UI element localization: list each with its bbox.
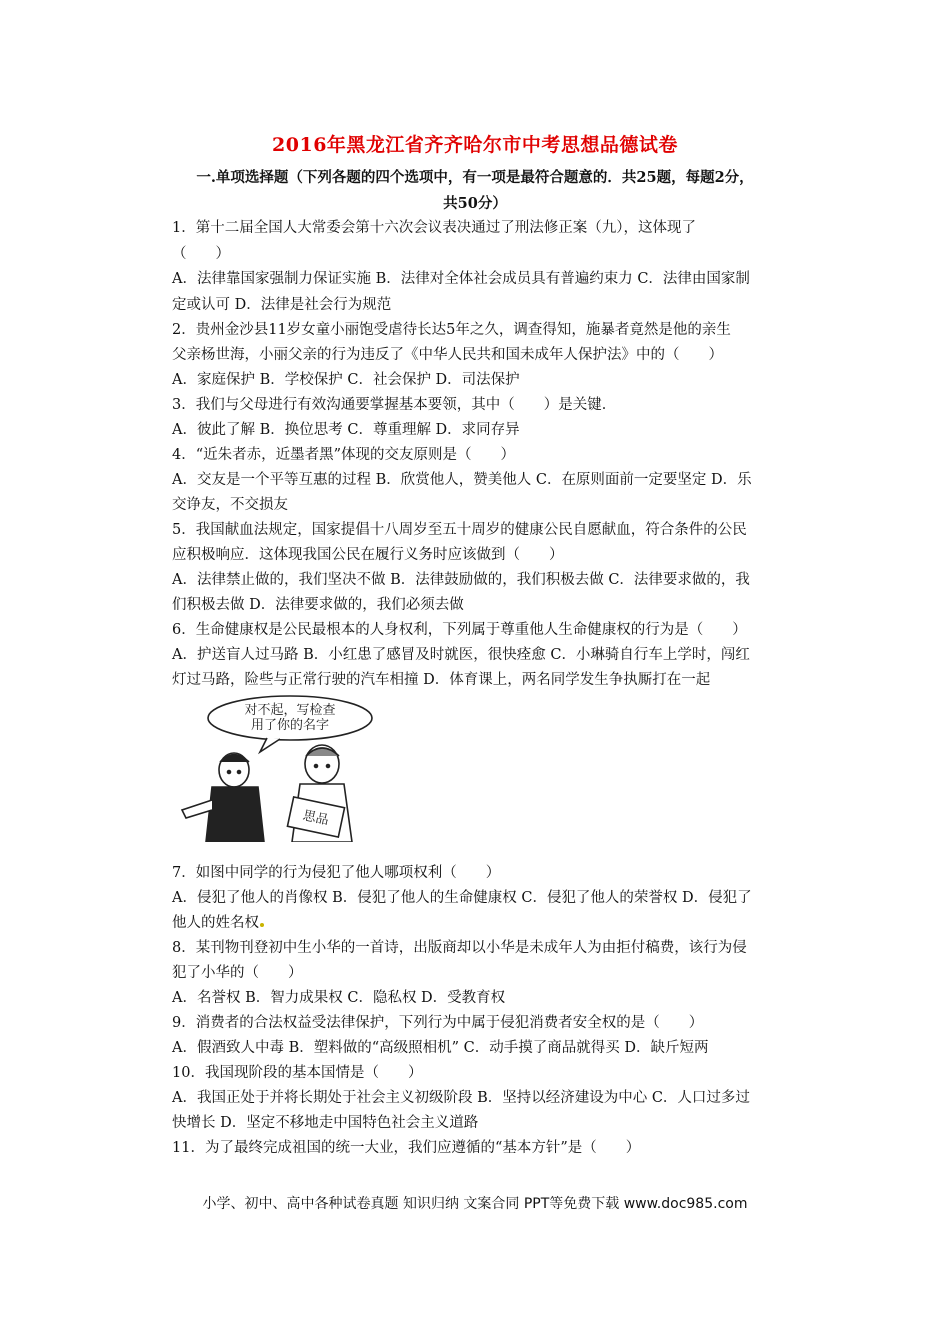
text-line-content: 他人的姓名权 — [172, 915, 259, 931]
book-label: 思品 — [301, 808, 330, 829]
footer-text: 小学、初中、高中各种试卷真题 知识归纳 文案合同 PPT等免费下载 www.doc985.com — [202, 1196, 748, 1212]
text-line: 快增长 D．坚定不移地走中国特色社会主义道路 — [172, 1115, 479, 1131]
text-line: 交诤友，不交损友 — [172, 497, 288, 513]
text-line: 9．消费者的合法权益受法律保护，下列行为中属于侵犯消费者安全权的是（ ） — [172, 1015, 704, 1031]
text-line: A．名誉权 B．智力成果权 C．隐私权 D．受教育权 — [172, 990, 506, 1006]
text-line: A．侵犯了他人的肖像权 B．侵犯了他人的生命健康权 C．侵犯了他人的荣誉权 D．侵犯了 — [172, 890, 752, 906]
text-line: A．我国正处于并将长期处于社会主义初级阶段 B．坚持以经济建设为中心 C．人口过多过 — [172, 1090, 750, 1106]
text-line: A．法律禁止做的，我们坚决不做 B．法律鼓励做的，我们积极去做 C．法律要求做的，我 — [172, 572, 750, 588]
text-line: 应积极响应．这体现我国公民在履行义务时应该做到（ ） — [172, 547, 564, 563]
text-line: 3．我们与父母进行有效沟通要掌握基本要领，其中（ ）是关键． — [172, 397, 617, 413]
text-line: A．交友是一个平等互惠的过程 B．欣赏他人，赞美他人 C．在原则面前一定要坚定 D．乐 — [172, 472, 752, 488]
text-line: 11．为了最终完成祖国的统一大业，我们应遵循的“基本方针”是（ ） — [172, 1140, 641, 1156]
section-heading-line-1: 一.单项选择题（下列各题的四个选项中，有一项是最符合题意的．共25题，每题2分， — [196, 169, 754, 186]
text-line: A．家庭保护 B．学校保护 C．社会保护 D．司法保护 — [172, 372, 520, 388]
text-line: 定或认可 D．法律是社会行为规范 — [172, 297, 392, 313]
section-heading-line-2: 共50分） — [443, 195, 507, 212]
page-title: 2016年黑龙江省齐齐哈尔市中考思想品德试卷 — [272, 134, 678, 156]
text-line: （ ） — [172, 246, 230, 262]
speech-text-line-2: 用了你的名字 — [250, 718, 330, 733]
text-line: 5．我国献血法规定，国家提倡十八周岁至五十周岁的健康公民自愿献血，符合条件的公民 — [172, 522, 747, 538]
text-line: 2．贵州金沙县11岁女童小丽饱受虐待长达5年之久，调查得知，施暴者竟然是他的亲生 — [172, 322, 731, 338]
text-line: 6．生命健康权是公民最根本的人身权利，下列属于尊重他人生命健康权的行为是（ ） — [172, 622, 747, 638]
right-figure — [287, 745, 352, 842]
yellow-dot-mark — [260, 923, 264, 927]
text-line: 犯了小华的（ ） — [172, 965, 303, 981]
text-line: 灯过马路，险些与正常行驶的汽车相撞 D．体育课上，两名同学发生争执厮打在一起 — [172, 672, 711, 688]
text-line: 8．某刊物刊登初中生小华的一首诗，出版商却以小华是未成年人为由拒付稿费，该行为侵 — [172, 940, 747, 956]
text-line: A．护送盲人过马路 B．小红患了感冒及时就医，很快痊愈 C．小琳骑自行车上学时，闯红 — [172, 647, 750, 663]
text-line: A．彼此了解 B．换位思考 C．尊重理解 D．求同存异 — [172, 422, 520, 438]
speech-bubble — [208, 696, 372, 752]
text-line: 父亲杨世海，小丽父亲的行为违反了《中华人民共和国未成年人保护法》中的（ ） — [172, 347, 723, 363]
text-line: 们积极去做 D．法律要求做的，我们必须去做 — [172, 597, 464, 613]
text-line: 1．第十二届全国人大常委会第十六次会议表决通过了刑法修正案（九），这体现了 — [172, 220, 696, 236]
text-line: 4．“近朱者赤，近墨者黑”体现的交友原则是（ ） — [172, 447, 516, 463]
text-line: A．法律靠国家强制力保证实施 B．法律对全体社会成员具有普遍约束力 C．法律由国家制 — [172, 271, 750, 287]
text-line — [172, 913, 264, 933]
text-line: 7．如图中同学的行为侵犯了他人哪项权利（ ） — [172, 865, 501, 881]
text-line: A．假酒致人中毒 B．塑料做的“高级照相机” C．动手摸了商品就得买 D．缺斤短两 — [172, 1040, 709, 1056]
speech-text-line-1: 对不起，写检查 — [244, 703, 336, 718]
left-figure — [182, 753, 264, 842]
text-line: 10．我国现阶段的基本国情是（ ） — [172, 1065, 423, 1081]
cartoon-illustration — [172, 692, 412, 842]
